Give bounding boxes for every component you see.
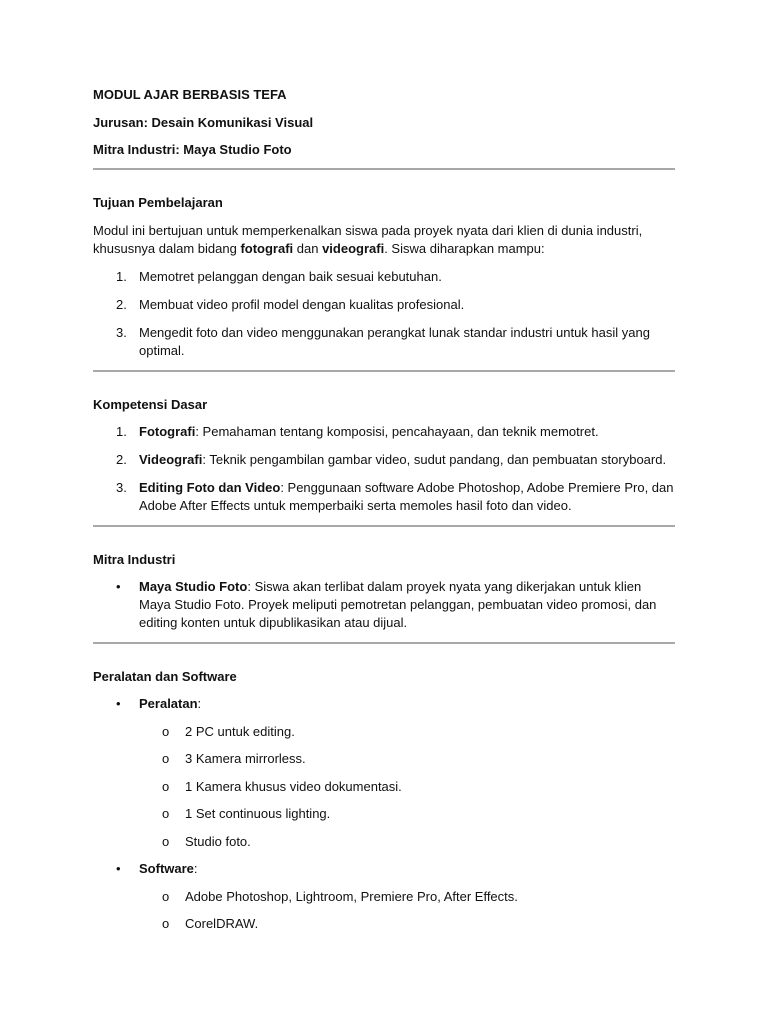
mitra-industri-title: Mitra Industri	[93, 552, 176, 567]
tujuan-title: Tujuan Pembelajaran	[93, 195, 223, 210]
list-number: 1.	[116, 269, 127, 284]
list-item	[93, 451, 675, 469]
sublist-item	[93, 833, 675, 851]
list-item: • Software:	[116, 861, 198, 876]
sublist-item-text: Adobe Photoshop, Lightroom, Premiere Pro, After Effects.	[185, 888, 518, 904]
document-title: MODUL AJAR BERBASIS TEFA	[93, 87, 287, 102]
list-item	[93, 296, 675, 314]
divider	[93, 168, 675, 170]
circle-bullet-icon: o	[162, 888, 170, 904]
divider	[93, 642, 675, 644]
peralatan-title: Peralatan dan Software	[93, 669, 237, 684]
list-number: 1.	[116, 424, 127, 439]
list-item	[93, 324, 675, 360]
divider	[93, 525, 675, 527]
list-item-term: Maya Studio Foto	[139, 579, 248, 594]
list-number: 3.	[116, 480, 127, 495]
sublist-item-text: 2 PC untuk editing.	[185, 723, 295, 739]
list-item	[93, 423, 675, 441]
sublist-item	[93, 750, 675, 768]
circle-bullet-icon: o	[162, 916, 170, 931]
software-list	[93, 860, 675, 878]
sublist-item-text: CorelDRAW.	[185, 916, 259, 931]
sublist-item-text: 1 Kamera khusus video dokumentasi.	[185, 778, 402, 794]
circle-bullet-icon: o	[162, 806, 170, 821]
circle-bullet-icon: o	[162, 833, 170, 849]
divider	[93, 370, 675, 372]
bullet-icon: •	[116, 579, 121, 594]
sublist-item	[93, 778, 675, 796]
list-item-term: Software	[139, 861, 194, 876]
circle-bullet-icon: o	[162, 778, 170, 794]
sublist-item	[93, 723, 675, 741]
list-item-text: : Pemahaman tentang komposisi, pencahayaan, dan teknik memotret.	[195, 424, 599, 439]
sublist-item-text: Studio foto.	[185, 833, 251, 849]
list-item	[93, 268, 675, 286]
sublist-item	[93, 915, 675, 933]
list-item-text: Memotret pelanggan dengan baik sesuai kebutuhan.	[139, 269, 442, 284]
mitra-list	[93, 578, 675, 632]
kompetensi-list	[93, 423, 675, 515]
sublist-item	[93, 805, 675, 823]
list-item	[93, 578, 675, 632]
sublist-item-text: 1 Set continuous lighting.	[185, 806, 331, 821]
tujuan-intro: Modul ini bertujuan untuk memperkenalkan siswa pada proyek nyata dari klien di dunia industri, khususnya dalam bidang fotografi dan videografi. Siswa diharapkan mampu:	[93, 223, 643, 256]
list-item	[93, 479, 675, 515]
list-item-text: : Penggunaan software Adobe Photoshop, Adobe Premiere Pro, dan Adobe After Effects untuk memperbaiki serta memoles hasil foto dan video.	[139, 480, 674, 513]
sublist-item	[93, 888, 675, 906]
circle-bullet-icon: o	[162, 751, 170, 766]
list-item-term: Videografi	[139, 452, 203, 467]
peralatan-list	[93, 695, 675, 713]
list-item-text: Mengedit foto dan video menggunakan perangkat lunak standar industri untuk hasil yang optimal.	[139, 325, 650, 358]
list-item-term: Peralatan	[139, 696, 198, 711]
mitra-line: Mitra Industri: Maya Studio Foto	[93, 142, 292, 157]
bullet-icon: •	[116, 696, 121, 711]
list-item-term: Editing Foto dan Video	[139, 480, 281, 495]
list-item-term: Fotografi	[139, 424, 196, 439]
document-page	[93, 86, 675, 933]
bullet-icon: •	[116, 861, 121, 876]
circle-bullet-icon: o	[162, 723, 170, 739]
jurusan-line: Jurusan: Desain Komunikasi Visual	[93, 114, 314, 130]
list-item: • Peralatan:	[116, 696, 202, 711]
list-item-text: : Siswa akan terlibat dalam proyek nyata yang dikerjakan untuk klien Maya Studio Foto. Proyek meliputi pemotretan pelanggan, pembuatan video promosi, dan editing konten untuk dipublikasikan atau dijual.	[139, 579, 657, 630]
software-sublist	[93, 888, 675, 934]
list-item-text: Membuat video profil model dengan kualitas profesional.	[139, 297, 465, 312]
list-item-text: : Teknik pengambilan gambar video, sudut pandang, dan pembuatan storyboard.	[202, 452, 667, 467]
peralatan-sublist	[93, 723, 675, 851]
sublist-item-text: 3 Kamera mirrorless.	[185, 751, 306, 766]
list-number: 2.	[116, 297, 127, 312]
list-number: 3.	[116, 325, 127, 340]
tujuan-list	[93, 268, 675, 360]
list-number: 2.	[116, 452, 127, 467]
kompetensi-title: Kompetensi Dasar	[93, 397, 208, 412]
